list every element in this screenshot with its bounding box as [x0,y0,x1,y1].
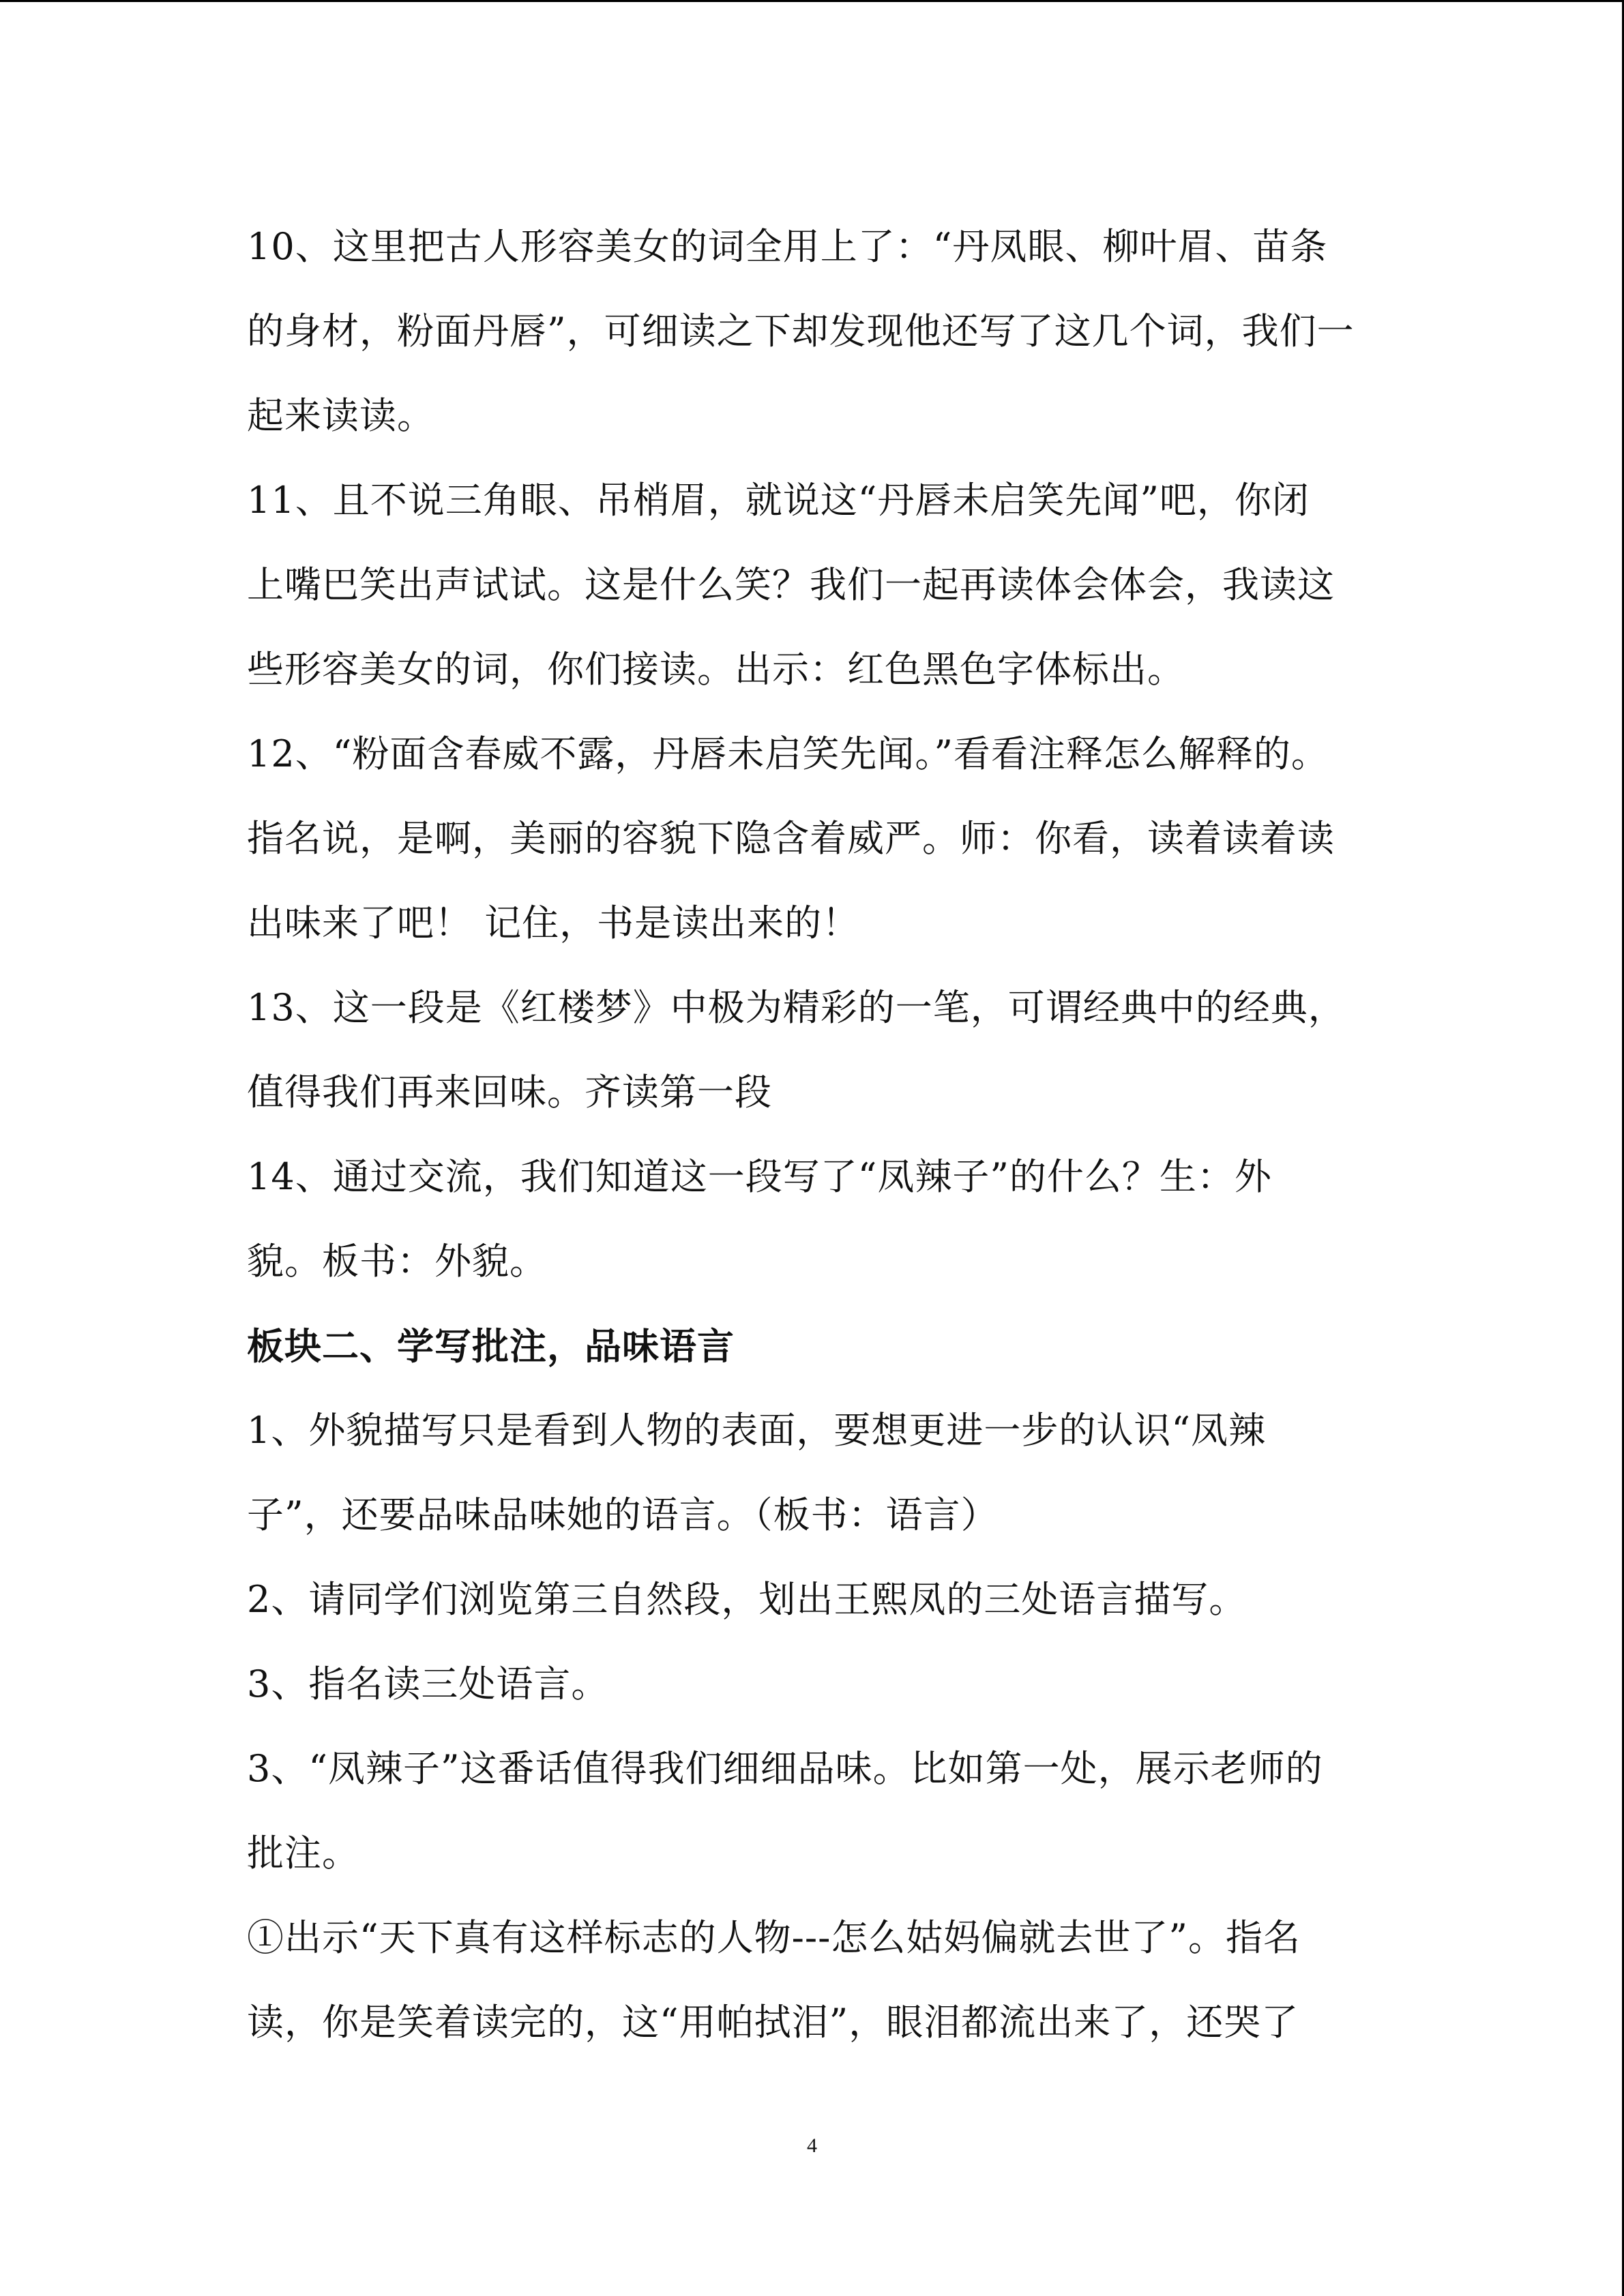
text-line: 貌。板书：外貌。 [247,1240,547,1283]
text-line: ①出示“天下真有这样标志的人物---怎么姑妈偏就去世了”。指名 [247,1916,1301,1959]
text-line: 2、请同学们浏览第三自然段，划出王熙凤的三处语言描写。 [247,1578,1247,1621]
text-line: 值得我们再来回味。齐读第一段 [247,1071,772,1114]
text-line: 上嘴巴笑出声试试。这是什么笑？我们一起再读体会体会，我读这 [247,563,1335,606]
text-line: 1、外貌描写只是看到人物的表面，要想更进一步的认识“凤辣 [247,1409,1266,1452]
text-line: 读，你是笑着读完的，这“用帕拭泪”，眼泪都流出来了，还哭了 [247,2001,1299,2044]
page-number: 4 [807,2134,817,2157]
text-line: 些形容美女的词，你们接读。出示：红色黑色字体标出。 [247,648,1185,691]
text-line: 11、且不说三角眼、吊梢眉，就说这“丹唇未启笑先闻”吧，你闭 [247,479,1310,522]
text-line: 批注。 [247,1832,359,1875]
text-line: 13、这一段是《红楼梦》中极为精彩的一笔，可谓经典中的经典， [247,986,1346,1029]
text-line: 子”，还要品味品味她的语言。（板书：语言） [247,1493,999,1536]
text-line: 12、“粉面含春威不露，丹唇未启笑先闻。”看看注释怎么解释的。 [247,732,1329,775]
text-line: 3、指名读三处语言。 [247,1663,609,1705]
text-line: 起来读读。 [247,394,434,437]
text-line: 14、通过交流，我们知道这一段写了“凤辣子”的什么？生：外 [247,1155,1272,1198]
text-line: 出味来了吧！ 记住，书是读出来的！ [247,901,860,944]
page-border-top [0,0,1624,2]
section-heading: 板块二、学写批注，品味语言 [247,1324,735,1368]
text-line: 10、这里把古人形容美女的词全用上了：“丹凤眼、柳叶眉、苗条 [247,225,1328,268]
document-body [247,205,1379,2065]
text-line: 指名说，是啊，美丽的容貌下隐含着威严。师：你看，读着读着读 [247,817,1335,860]
text-line: 的身材，粉面丹唇”，可细读之下却发现他还写了这几个词，我们一 [247,310,1355,353]
text-line: 3、“凤辣子”这番话值得我们细细品味。比如第一处，展示老师的 [247,1747,1323,1790]
